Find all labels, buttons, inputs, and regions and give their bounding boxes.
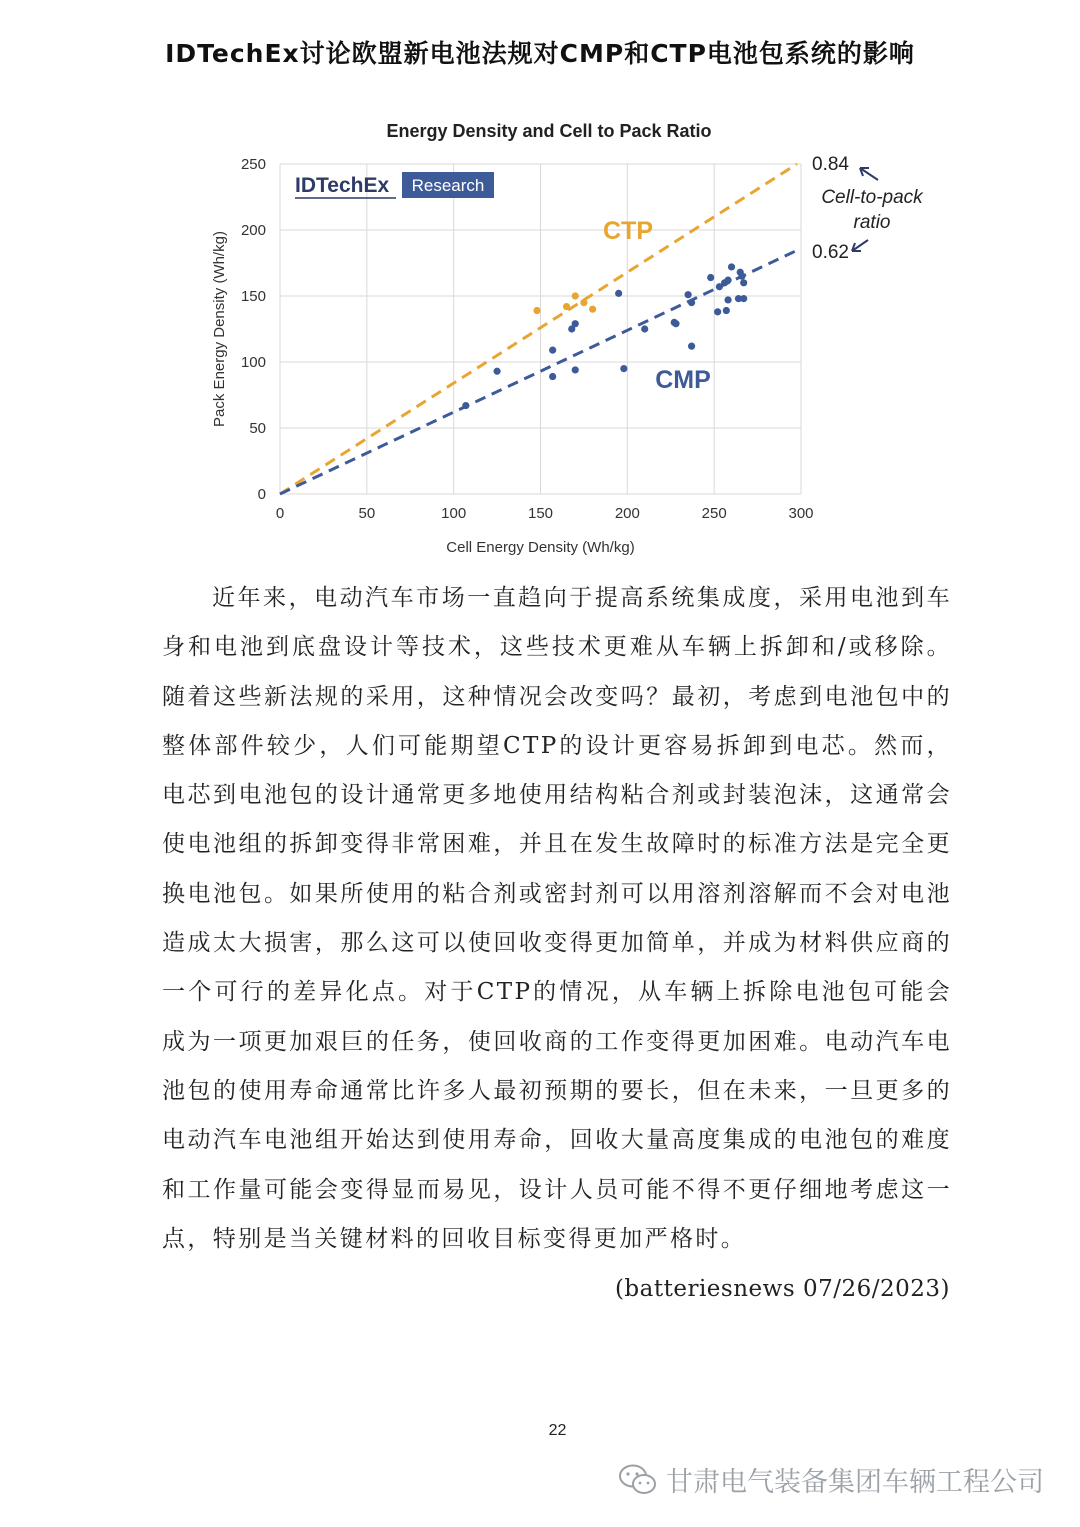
arrow-to-cmp-ratio bbox=[852, 240, 868, 251]
cmp-data-point bbox=[572, 320, 579, 327]
ctp-data-point bbox=[589, 306, 596, 313]
ctp-data-point bbox=[572, 292, 579, 299]
energy-density-chart bbox=[190, 108, 950, 568]
x-tick-label: 0 bbox=[275, 505, 285, 522]
cmp-data-point bbox=[740, 295, 747, 302]
cmp-data-point bbox=[723, 307, 730, 314]
cmp-data-point bbox=[688, 299, 695, 306]
x-tick-label: 50 bbox=[358, 505, 376, 522]
cmp-data-point bbox=[641, 325, 648, 332]
cmp-data-point bbox=[620, 365, 627, 372]
ctp-trend-line bbox=[280, 164, 797, 494]
watermark bbox=[618, 1460, 1044, 1499]
x-axis-label: Cell Energy Density (Wh/kg) bbox=[446, 539, 635, 556]
cmp-data-point bbox=[549, 347, 556, 354]
cmp-data-point bbox=[493, 368, 500, 375]
cmp-data-point bbox=[549, 373, 556, 380]
y-tick-label: 50 bbox=[249, 420, 266, 437]
y-tick-label: 0 bbox=[257, 486, 266, 503]
cmp-data-point bbox=[685, 291, 692, 298]
y-axis-label: Pack Energy Density (Wh/kg) bbox=[211, 231, 228, 427]
y-tick-label: 100 bbox=[240, 354, 266, 371]
x-tick-label: 250 bbox=[701, 505, 727, 522]
logo-tag: Research bbox=[411, 176, 485, 195]
source-citation: (batteriesnews 07/26/2023) bbox=[614, 1276, 950, 1302]
x-tick-label: 150 bbox=[527, 505, 554, 522]
arrow-to-ctp-ratio bbox=[860, 168, 878, 180]
cmp-data-point bbox=[707, 274, 714, 281]
page-number: 22 bbox=[548, 1422, 567, 1439]
wechat-icon bbox=[618, 1463, 658, 1497]
document-title: IDTechEx讨论欧盟新电池法规对CMP和CTP电池包系统的影响 bbox=[165, 39, 915, 68]
logo-brand: IDTechEx bbox=[295, 174, 390, 197]
annotation-line: Cell-to-pack bbox=[821, 187, 923, 208]
chart-title: Energy Density and Cell to Pack Ratio bbox=[386, 121, 712, 141]
cmp-data-point bbox=[572, 366, 579, 373]
ctp-data-point bbox=[533, 307, 540, 314]
cmp-data-point bbox=[615, 290, 622, 297]
cmp-data-point bbox=[728, 263, 735, 270]
cmp-ratio-label: 0.62 bbox=[812, 242, 849, 263]
ctp-data-point bbox=[580, 299, 587, 306]
ctp-series-label: CTP bbox=[603, 217, 653, 245]
cmp-series-label: CMP bbox=[655, 366, 711, 394]
cmp-data-point bbox=[714, 308, 721, 315]
cmp-data-point bbox=[462, 402, 469, 409]
y-tick-label: 250 bbox=[240, 156, 266, 173]
ctp-data-point bbox=[563, 303, 570, 310]
cmp-data-point bbox=[740, 279, 747, 286]
cmp-data-point bbox=[738, 273, 745, 280]
annotation-line: ratio bbox=[853, 212, 891, 233]
cmp-data-point bbox=[724, 296, 731, 303]
x-tick-label: 100 bbox=[441, 505, 467, 522]
body-paragraph: 近年来，电动汽车市场一直趋向于提高系统集成度，采用电池到车身和电池到底盘设计等技术，这些技术更难从车辆上拆卸和/或移除。随着这些新法规的采用，这种情况会改变吗？最初，考虑到电池包中的整体部件较少，人们可能期望CTP的设计更容易拆卸到电芯。然而，电芯到电池包的设计通常更多地使用结构粘合剂或封装泡沫，这通常会使电池组的拆卸变得非常困难，并且在发生故障时的标准方法是完全更换电池包。如果所使用的粘合剂或密封剂可以用溶剂溶解而不会对电池造成太大损害，那么这可以使回收变得更加简单，并成为材料供应商的一个可行的差异化点。对于CTP的情况，从车辆上拆除电池包可能会成为一项更加艰巨的任务，使回收商的工作变得更加困难。电动汽车电池包的使用寿命通常比许多人最初预期的要长，但在未来，一旦更多的电动汽车电池组开始达到使用寿命，回收大量高度集成的电池包的难度和工作量可能会变得显而易见，设计人员可能不得不更仔细地考虑这一点，特别是当关键材料的回收目标变得更加严格时。 bbox=[162, 585, 952, 1252]
body-text bbox=[162, 574, 952, 1264]
watermark-text: 甘肃电气装备集团车辆工程公司 bbox=[666, 1467, 1044, 1498]
x-tick-label: 200 bbox=[614, 505, 640, 522]
cmp-data-point bbox=[724, 277, 731, 284]
x-tick-label: 300 bbox=[788, 505, 814, 522]
cmp-data-point bbox=[672, 320, 679, 327]
cmp-data-point bbox=[688, 343, 695, 350]
y-tick-label: 200 bbox=[240, 222, 266, 239]
ctp-ratio-label: 0.84 bbox=[812, 154, 849, 175]
y-tick-label: 150 bbox=[240, 288, 266, 305]
